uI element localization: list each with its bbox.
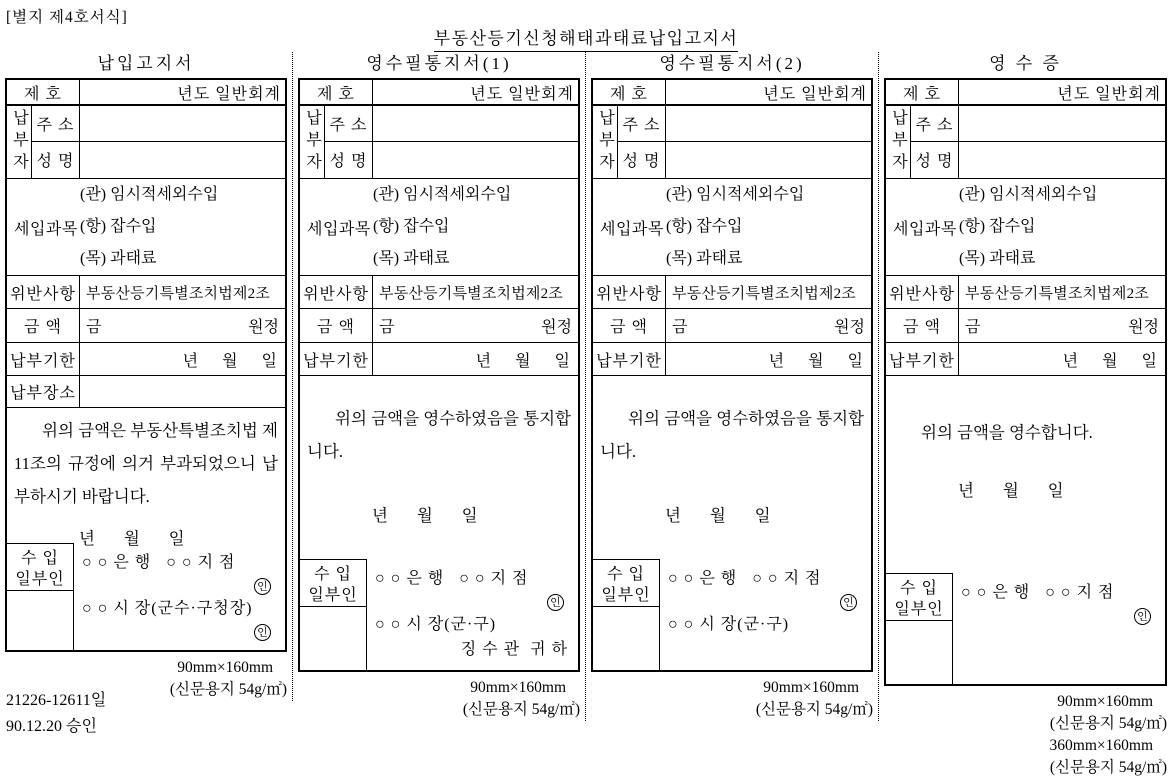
- form-table: [884, 78, 1167, 686]
- message-area: [300, 402, 578, 670]
- name-label: 성 명: [32, 142, 80, 178]
- deadline-value: 년 월 일: [768, 352, 863, 370]
- jeho-value: 년도 일반회계: [177, 85, 281, 103]
- row-revenue-category: [886, 179, 1165, 276]
- place-label: 납부장소: [7, 376, 80, 407]
- stamp-label-line1: 수 입: [900, 580, 938, 597]
- form-col-receipt-notice-2: [586, 52, 879, 721]
- seal-icon: 인: [840, 594, 857, 611]
- name-row: [911, 142, 1165, 178]
- stamp-blank-cell: [300, 607, 366, 670]
- amount-prefix: 금: [965, 319, 981, 336]
- payer-fields: [911, 106, 1165, 178]
- revenue-item-hang: (항) 잡수입: [666, 218, 743, 235]
- form-title: 영 수 증: [989, 54, 1062, 73]
- revenue-items: [666, 179, 871, 275]
- violation-label: 위반사항: [593, 276, 666, 308]
- jeho-label: 제 호: [886, 80, 959, 104]
- row-violation: [7, 276, 285, 309]
- stamp-box-label: [593, 560, 659, 607]
- name-value: [666, 142, 871, 178]
- receipt-stamp-box: [7, 543, 74, 650]
- jeho-label: 제 호: [593, 80, 666, 104]
- row-violation: [886, 276, 1165, 309]
- seal-icon: 인: [547, 594, 564, 611]
- revenue-items: [80, 179, 285, 275]
- row-violation: [300, 276, 578, 309]
- address-row: [618, 106, 871, 142]
- address-row: [32, 106, 285, 142]
- paper-caption: (신문용지 54g/㎡): [755, 701, 873, 718]
- form-col-receipt-notice-1: [293, 52, 586, 721]
- stamp-lines: [367, 559, 578, 670]
- sheet-paper-caption: (신문용지 54g/㎡): [1049, 759, 1167, 776]
- footer-left: [6, 688, 106, 740]
- amount-label: 금 액: [886, 309, 959, 342]
- revenue-item-hang: (항) 잡수입: [959, 218, 1036, 235]
- name-label: 성 명: [325, 142, 373, 178]
- stamp-lines: [660, 559, 871, 670]
- seal-icon: 인: [254, 578, 271, 595]
- row-payer: [886, 106, 1165, 179]
- row-violation: [593, 276, 871, 309]
- form-table: [5, 78, 287, 652]
- row-document-number: [300, 80, 578, 106]
- deadline-label: 납부기한: [300, 343, 373, 375]
- paper-caption: (신문용지 54g/㎡): [169, 681, 287, 698]
- name-label: 성 명: [618, 142, 666, 178]
- address-value: [666, 106, 871, 141]
- amount-prefix: 금: [86, 319, 102, 336]
- stamp-label-line1: 수 입: [314, 566, 352, 583]
- row-revenue-category: [593, 179, 871, 276]
- seal-icon: 인: [1134, 608, 1151, 625]
- stamp-blank-cell: [7, 591, 73, 650]
- amount-value: [373, 309, 578, 342]
- form-title: 납입고지서: [97, 54, 195, 73]
- stamp-section: [593, 559, 871, 670]
- row-document-number: [886, 80, 1165, 106]
- row-deadline: [593, 343, 871, 376]
- stamp-lines: [953, 573, 1165, 684]
- revenue-item-mok: (목) 과태료: [80, 250, 157, 267]
- stamp-box-label: [7, 544, 73, 591]
- amount-suffix: 원정: [248, 319, 279, 336]
- seal-line: [82, 575, 285, 596]
- revenue-items: [959, 179, 1165, 275]
- jeho-label: 제 호: [7, 80, 80, 104]
- deadline-label: 납부기한: [593, 343, 666, 375]
- revenue-item-gwan: (관) 임시적세외수입: [959, 186, 1098, 203]
- notice-text: 위의 금액을 영수합니다.: [921, 423, 1093, 442]
- message-area: [886, 416, 1165, 684]
- form-table: [591, 78, 873, 672]
- address-label: 주 소: [618, 106, 666, 141]
- address-label: 주 소: [32, 106, 80, 141]
- stamp-label-line1: 수 입: [607, 566, 645, 583]
- revenue-item-gwan: (관) 임시적세외수입: [666, 186, 805, 203]
- date-line: 년 월 일: [372, 506, 478, 525]
- message-area: [7, 414, 285, 650]
- date-line: 년 월 일: [958, 481, 1064, 500]
- stamp-label-line2: 일부인: [601, 587, 651, 604]
- deadline-label: 납부기한: [7, 343, 80, 375]
- revenue-label: 세입과목: [600, 220, 664, 238]
- official-line: ○ ○ 시 장(군·구): [668, 616, 790, 633]
- forms-row: [0, 52, 1172, 779]
- amount-suffix: 원정: [834, 319, 865, 336]
- name-value: [80, 142, 285, 178]
- revenue-label: 세입과목: [307, 220, 371, 238]
- receipt-stamp-box: [886, 573, 953, 684]
- address-label: 주 소: [911, 106, 959, 141]
- row-revenue-category: [300, 179, 578, 276]
- row-payer: [593, 106, 871, 179]
- violation-label: 위반사항: [7, 276, 80, 308]
- payer-vertical-label: 납부자: [593, 106, 618, 178]
- seal-icon: 인: [254, 624, 271, 641]
- amount-suffix: 원정: [541, 319, 572, 336]
- form-col-payment-notice: [0, 52, 293, 701]
- row-document-number: [593, 80, 871, 106]
- stamp-box-label: [886, 574, 952, 621]
- amount-prefix: 금: [672, 319, 688, 336]
- amount-label: 금 액: [7, 309, 80, 342]
- name-value: [959, 142, 1165, 178]
- row-deadline: [886, 343, 1165, 376]
- address-row: [911, 106, 1165, 142]
- form-captions: [884, 691, 1167, 779]
- stamp-lines: [74, 543, 285, 650]
- stamp-label-line2: 일부인: [894, 601, 944, 618]
- stamp-label-line2: 일부인: [15, 571, 65, 588]
- notice-text: 위의 금액은 부동산특별조치법 제11조의 규정에 의거 부과되었으니 납부하시기 바랍니다.: [14, 421, 278, 506]
- address-value: [373, 106, 578, 141]
- jeho-label: 제 호: [300, 80, 373, 104]
- amount-value: [666, 309, 871, 342]
- bank-branch-line: ○ ○ 은 행 ○ ○ 지 점: [82, 554, 236, 571]
- official-line: ○ ○ 시 장(군수·구청장): [82, 600, 253, 617]
- form-table: [298, 78, 580, 672]
- deadline-value: 년 월 일: [182, 352, 277, 370]
- size-caption: 90mm×160mm: [470, 679, 566, 696]
- revenue-items: [373, 179, 578, 275]
- row-payer: [7, 106, 285, 179]
- payer-fields: [618, 106, 871, 178]
- stamp-blank-cell: [886, 621, 952, 684]
- stamp-blank-cell: [593, 607, 659, 670]
- revenue-item-mok: (목) 과태료: [666, 250, 743, 267]
- row-deadline: [7, 343, 285, 376]
- violation-value: 부동산등기특별조치법제2조: [965, 285, 1149, 302]
- violation-value: 부동산등기특별조치법제2조: [379, 285, 563, 302]
- page-title-wrap: [0, 24, 1172, 52]
- payer-vertical-label: 납부자: [886, 106, 911, 178]
- seal-line: [668, 591, 871, 612]
- official-line: ○ ○ 시 장(군·구): [375, 616, 497, 633]
- seal-line: [375, 591, 578, 612]
- form-title: 영수필통지서(1): [366, 54, 512, 73]
- revenue-label: 세입과목: [14, 220, 78, 238]
- paper-caption: (신문용지 54g/㎡): [462, 701, 580, 718]
- row-document-number: [7, 80, 285, 106]
- revenue-item-hang: (항) 잡수입: [373, 218, 450, 235]
- amount-suffix: 원정: [1128, 319, 1159, 336]
- violation-value: 부동산등기특별조치법제2조: [86, 285, 270, 302]
- message-area: [593, 402, 871, 670]
- amount-label: 금 액: [593, 309, 666, 342]
- form-captions: [591, 677, 873, 721]
- payer-fields: [32, 106, 285, 178]
- stamp-label-line2: 일부인: [308, 587, 358, 604]
- bank-branch-line: ○ ○ 은 행 ○ ○ 지 점: [668, 570, 822, 587]
- row-deadline: [300, 343, 578, 376]
- size-caption: 90mm×160mm: [177, 659, 273, 676]
- form-col-receipt: [879, 52, 1172, 779]
- deadline-label: 납부기한: [886, 343, 959, 375]
- place-value: [80, 376, 285, 407]
- stamp-box-label: [300, 560, 366, 607]
- deadline-value: 년 월 일: [1062, 352, 1157, 370]
- revenue-item-mok: (목) 과태료: [373, 250, 450, 267]
- row-payment-place: [7, 376, 285, 408]
- approval-date: 90.12.20 승인: [6, 718, 97, 735]
- stamp-section: [300, 559, 578, 670]
- corner-form-number: [별지 제4호서식]: [6, 9, 128, 26]
- payer-vertical-label: 납부자: [7, 106, 32, 178]
- notice-text: 위의 금액을 영수하였음을 통지합니다.: [307, 409, 571, 461]
- date-line: 년 월 일: [665, 506, 771, 525]
- revenue-item-gwan: (관) 임시적세외수입: [373, 186, 512, 203]
- name-row: [618, 142, 871, 178]
- receipt-stamp-box: [593, 559, 660, 670]
- row-amount: [593, 309, 871, 343]
- row-amount: [300, 309, 578, 343]
- date-line: 년 월 일: [79, 529, 185, 548]
- amount-value: [80, 309, 285, 342]
- row-revenue-category: [7, 179, 285, 276]
- name-value: [373, 142, 578, 178]
- payer-fields: [325, 106, 578, 178]
- revenue-label: 세입과목: [893, 220, 957, 238]
- name-label: 성 명: [911, 142, 959, 178]
- notice-text: 위의 금액을 영수하였음을 통지합니다.: [600, 409, 864, 461]
- stamp-section: [7, 543, 285, 650]
- seal-line: [961, 605, 1165, 626]
- recipient-line: 징 수 관 귀 하: [460, 641, 568, 658]
- amount-label: 금 액: [300, 309, 373, 342]
- amount-prefix: 금: [379, 319, 395, 336]
- revenue-item-gwan: (관) 임시적세외수입: [80, 186, 219, 203]
- receipt-stamp-box: [300, 559, 367, 670]
- jeho-value: 년도 일반회계: [470, 85, 574, 103]
- row-amount: [886, 309, 1165, 343]
- deadline-value: 년 월 일: [475, 352, 570, 370]
- row-amount: [7, 309, 285, 343]
- amount-value: [959, 309, 1165, 342]
- violation-value: 부동산등기특별조치법제2조: [672, 285, 856, 302]
- size-caption: 90mm×160mm: [1057, 693, 1153, 710]
- size-caption: 90mm×160mm: [763, 679, 859, 696]
- violation-label: 위반사항: [886, 276, 959, 308]
- form-title: 영수필통지서(2): [659, 54, 805, 73]
- bank-branch-line: ○ ○ 은 행 ○ ○ 지 점: [375, 570, 529, 587]
- page-title: 부동산등기신청해태과태료납입고지서: [434, 24, 739, 52]
- form-captions: [298, 677, 580, 721]
- revenue-item-hang: (항) 잡수입: [80, 218, 157, 235]
- name-row: [32, 142, 285, 178]
- form-code: 21226-12611일: [6, 692, 107, 709]
- stamp-section: [886, 573, 1165, 684]
- sheet-size-caption: 360mm×160mm: [1049, 737, 1153, 754]
- name-row: [325, 142, 578, 178]
- row-payer: [300, 106, 578, 179]
- address-value: [80, 106, 285, 141]
- address-label: 주 소: [325, 106, 373, 141]
- bank-branch-line: ○ ○ 은 행 ○ ○ 지 점: [961, 584, 1115, 601]
- seal-line-2: [82, 621, 285, 642]
- stamp-label-line1: 수 입: [21, 550, 59, 567]
- payer-vertical-label: 납부자: [300, 106, 325, 178]
- jeho-value: 년도 일반회계: [763, 85, 867, 103]
- revenue-item-mok: (목) 과태료: [959, 250, 1036, 267]
- paper-caption: (신문용지 54g/㎡): [1049, 715, 1167, 732]
- address-value: [959, 106, 1165, 141]
- violation-label: 위반사항: [300, 276, 373, 308]
- jeho-value: 년도 일반회계: [1057, 85, 1161, 103]
- address-row: [325, 106, 578, 142]
